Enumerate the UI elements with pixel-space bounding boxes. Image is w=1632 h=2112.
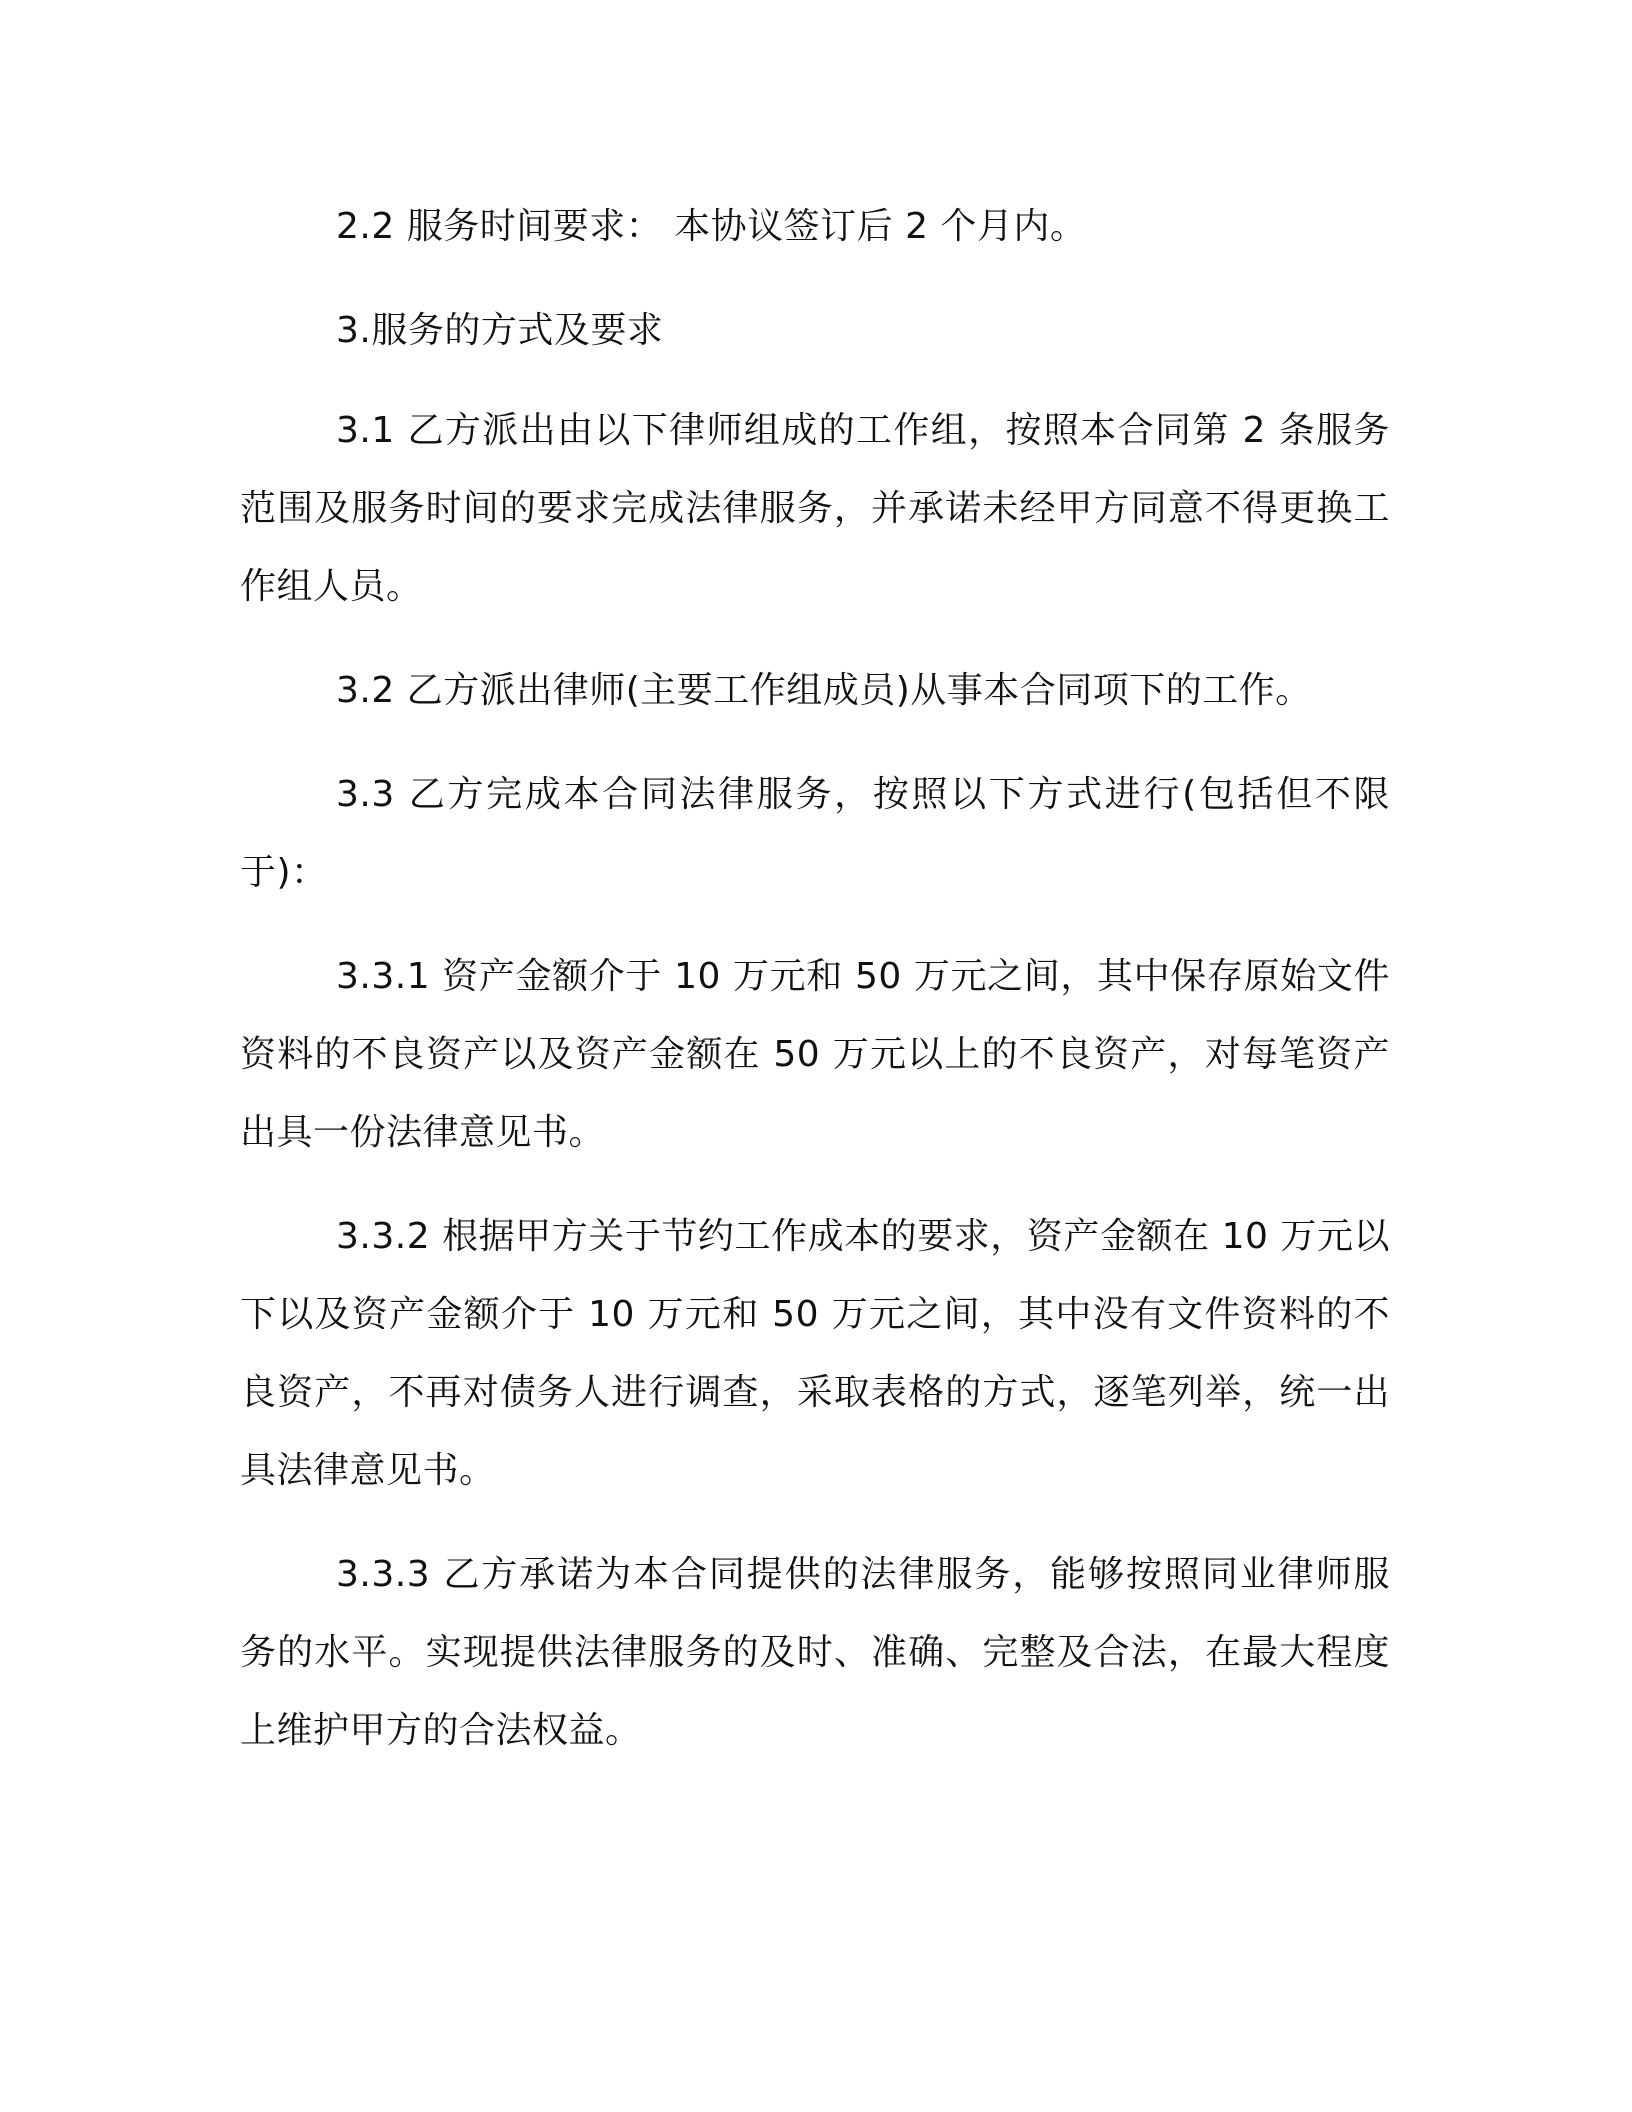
document-body: [240, 188, 1390, 1796]
clause-3-3-3: 3.3.3 乙方承诺为本合同提供的法律服务，能够按照同业律师服务的水平。实现提供法律服务的及时、准确、完整及合法，在最大程度上维护甲方的合法权益。: [240, 1554, 1390, 1751]
clause-2-2-service-time: 2.2 服务时间要求： 本协议签订后 2 个月内。: [336, 206, 1087, 247]
clause-3-3: 3.3 乙方完成本合同法律服务，按照以下方式进行(包括但不限于)：: [240, 774, 1390, 893]
section-3-heading: 3.服务的方式及要求: [336, 310, 664, 351]
clause-3-3-2: 3.3.2 根据甲方关于节约工作成本的要求，资产金额在 10 万元以下以及资产金额介于 10 万元和 50 万元之间，其中没有文件资料的不良资产，不再对债务人进行调查，采取表格的方式，逐笔列举，统一出具法律意见书。: [240, 1216, 1390, 1491]
clause-3-2: 3.2 乙方派出律师(主要工作组成员)从事本合同项下的工作。: [336, 670, 1312, 711]
clause-3-1: 3.1 乙方派出由以下律师组成的工作组，按照本合同第 2 条服务范围及服务时间的要求完成法律服务，并承诺未经甲方同意不得更换工作组人员。: [240, 410, 1390, 607]
clause-3-3-1: 3.3.1 资产金额介于 10 万元和 50 万元之间，其中保存原始文件资料的不良资产以及资产金额在 50 万元以上的不良资产，对每笔资产出具一份法律意见书。: [240, 956, 1390, 1153]
